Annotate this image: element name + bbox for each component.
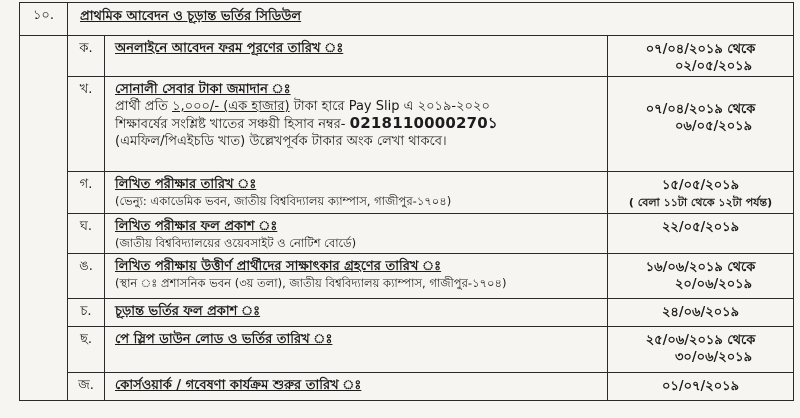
section-header-row bbox=[20, 3, 794, 36]
date-start: ০৭/০৪/২০১৯ থেকে bbox=[645, 102, 756, 117]
schedule-row bbox=[20, 214, 794, 254]
row-date bbox=[608, 299, 794, 327]
interview-venue-note: (স্থান ঃ প্রশাসনিক ভবন (৩য় তলা), জাতীয় বিশ্ববিদ্যালয় ক্যাম্পাস, গাজীপুর-১৭০৪) bbox=[115, 276, 507, 290]
date-start: ০৭/০৪/২০১৯ থেকে bbox=[645, 42, 756, 57]
row-heading: চূড়ান্ত ভর্তির ফল প্রকাশ ঃ bbox=[115, 304, 261, 319]
schedule-row bbox=[20, 373, 794, 401]
row-description bbox=[105, 36, 608, 77]
section-number-spacer bbox=[20, 36, 68, 401]
row-date bbox=[608, 327, 794, 373]
row-label: ছ. bbox=[68, 327, 105, 373]
venue-note: (ভেন্যু: একাডেমিক ভবন, জাতীয় বিশ্ববিদ্যালয় ক্যাম্পাস, গাজীপুর-১৭০৪) bbox=[115, 194, 452, 208]
date-end: ০২/০৫/২০১৯ bbox=[674, 59, 753, 74]
schedule-row bbox=[20, 36, 794, 77]
date-start: ১৫/০৫/২০১৯ bbox=[661, 178, 740, 193]
row-heading: পে স্লিপ ডাউন লোড ও ভর্তির তারিখ ঃ bbox=[115, 332, 333, 347]
schedule-row bbox=[20, 327, 794, 373]
row-description bbox=[105, 373, 608, 401]
payment-line bbox=[115, 98, 607, 115]
account-line bbox=[115, 115, 607, 133]
schedule-row bbox=[20, 254, 794, 299]
row-label: ক. bbox=[68, 36, 105, 77]
row-date bbox=[608, 254, 794, 299]
date-start: ২৫/০৬/২০১৯ থেকে bbox=[645, 333, 756, 348]
account-number: 0218110000270১ bbox=[349, 114, 498, 132]
date-start: ০১/০৭/২০১৯ bbox=[661, 379, 740, 394]
row-description bbox=[105, 299, 608, 327]
row-heading: কোর্সওয়ার্ক / গবেষণা কার্যক্রম শুরুর তারিখ ঃ bbox=[115, 378, 362, 393]
row-label: চ. bbox=[68, 299, 105, 327]
row-heading: লিখিত পরীক্ষায় উত্তীর্ণ প্রার্থীদের সাক্ষাৎকার গ্রহণের তারিখ ঃ bbox=[115, 259, 442, 274]
row-label: ঙ. bbox=[68, 254, 105, 299]
row-heading: অনলাইনে আবেদন ফরম পূরণের তারিখ ঃ bbox=[115, 41, 344, 56]
date-end: ৩০/০৬/২০১৯ bbox=[674, 350, 753, 365]
account-text: শিক্ষাবর্ষের সংশ্লিষ্ট খাতের সঞ্চয়ী হিসাব নম্বর- bbox=[115, 117, 350, 132]
row-date bbox=[608, 77, 794, 172]
row-description bbox=[105, 172, 608, 214]
payment-text: প্রার্থী প্রতি bbox=[115, 99, 173, 114]
row-label: খ. bbox=[68, 77, 105, 172]
schedule-row bbox=[20, 172, 794, 214]
row-heading: লিখিত পরীক্ষার ফল প্রকাশ ঃ bbox=[115, 219, 278, 234]
row-description bbox=[105, 77, 608, 172]
row-description bbox=[105, 327, 608, 373]
row-label: জ. bbox=[68, 373, 105, 401]
schedule-row bbox=[20, 299, 794, 327]
row-label: গ. bbox=[68, 172, 105, 214]
exam-time: ( বেলা ১১টা থেকে ১২টা পর্যন্ত) bbox=[628, 196, 773, 209]
payment-amount: ১,০০০/- (এক হাজার) bbox=[172, 99, 290, 114]
date-start: ২২/০৫/২০১৯ bbox=[661, 220, 740, 235]
row-date bbox=[608, 373, 794, 401]
row-description bbox=[105, 214, 608, 254]
schedule-table bbox=[19, 2, 794, 401]
result-note: (জাতীয় বিশ্ববিদ্যালয়ের ওয়েবসাইট ও নোটিশ বোর্ডে) bbox=[115, 236, 357, 250]
date-start: ১৬/০৬/২০১৯ থেকে bbox=[645, 260, 756, 275]
row-heading: সোনালী সেবার টাকা জমাদান ঃ bbox=[115, 82, 291, 97]
row-date bbox=[608, 172, 794, 214]
payment-text-post: টাকা হারে Pay Slip এ ২০১৯-২০২০ bbox=[289, 99, 490, 114]
schedule-row bbox=[20, 77, 794, 172]
date-end: ০৬/০৫/২০১৯ bbox=[674, 119, 753, 134]
row-label: ঘ. bbox=[68, 214, 105, 254]
row-date bbox=[608, 214, 794, 254]
section-title: প্রাথমিক আবেদন ও চূড়ান্ত ভর্তির সিডিউল bbox=[68, 3, 794, 36]
date-end: ২০/০৬/২০১৯ bbox=[674, 277, 753, 292]
note-line: (এমফিল/পিএইচডি খাত) উল্লেখপূর্বক টাকার অংক লেখা থাকবে। bbox=[115, 134, 447, 149]
date-start: ২৪/০৬/২০১৯ bbox=[661, 305, 740, 320]
row-date bbox=[608, 36, 794, 77]
row-heading: লিখিত পরীক্ষার তারিখ ঃ bbox=[115, 177, 257, 192]
row-description bbox=[105, 254, 608, 299]
section-number: ১০. bbox=[20, 3, 68, 36]
